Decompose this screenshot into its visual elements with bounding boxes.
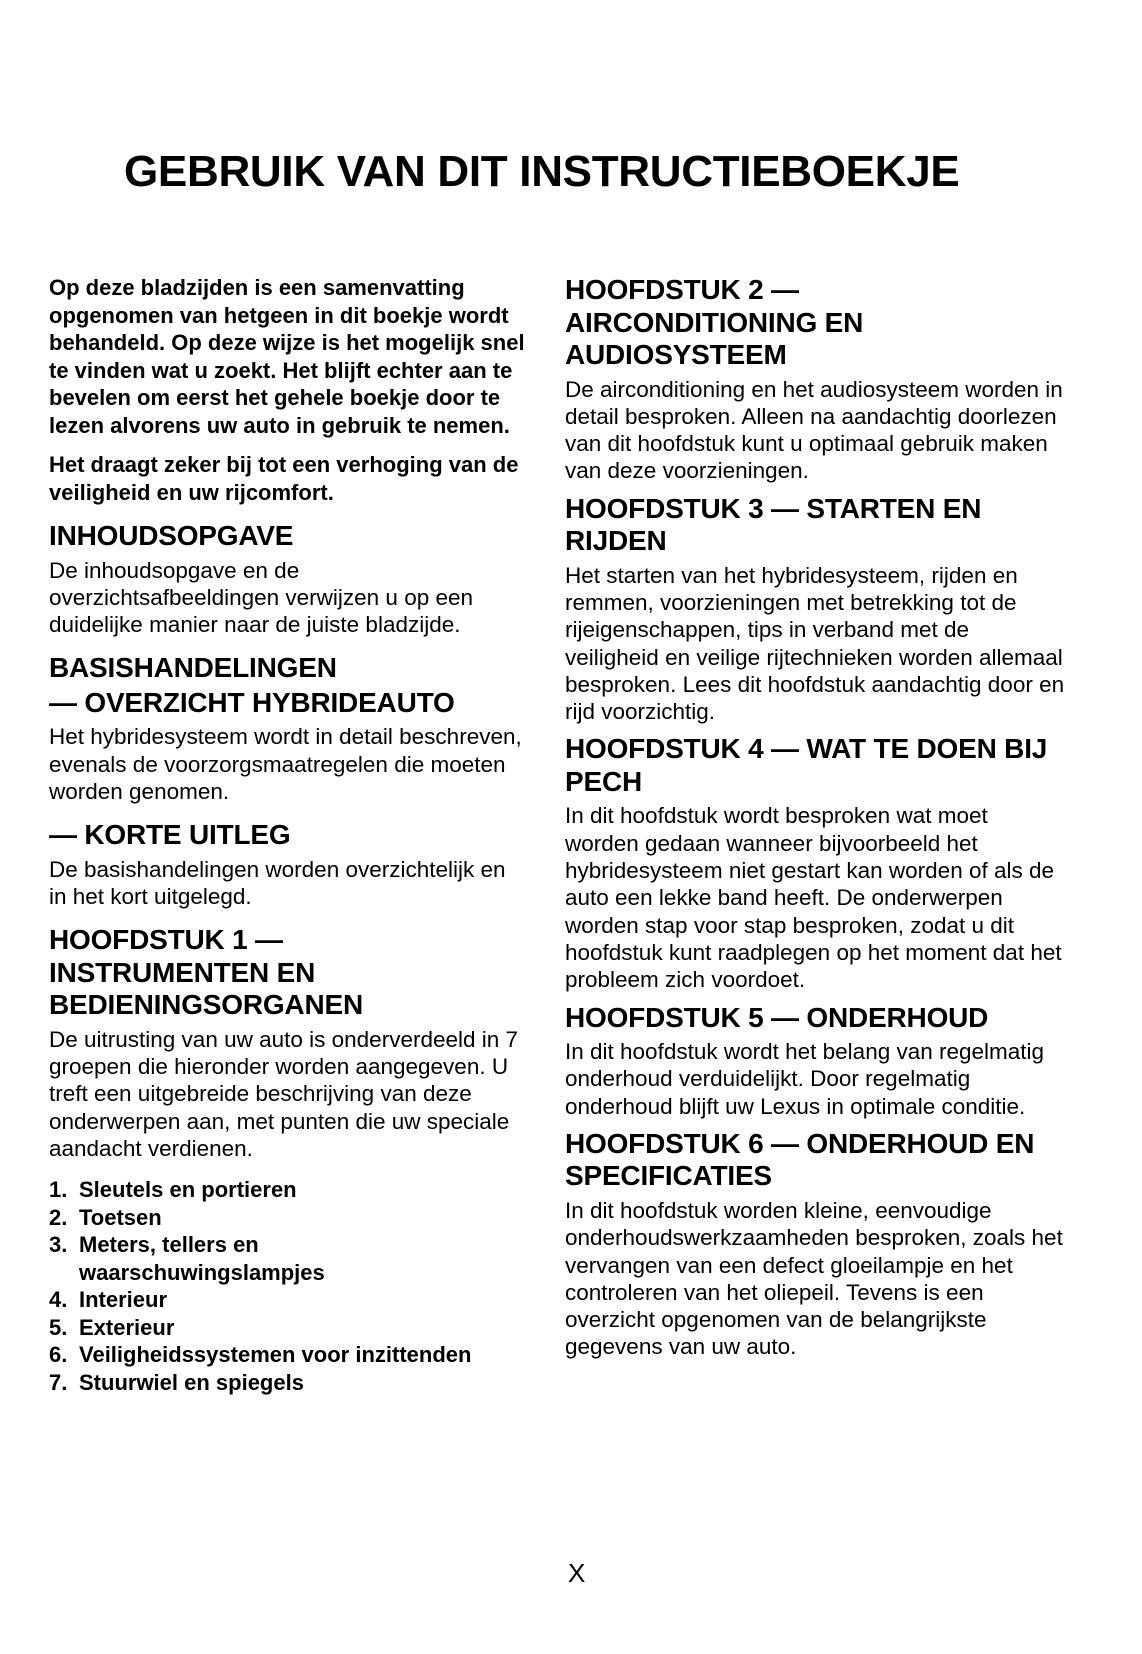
list-item-label: Sleutels en portieren — [79, 1177, 297, 1203]
list-item-label: Stuurwiel en spiegels — [79, 1369, 304, 1395]
body-inhoudsopgave: De inhoudsopgave en de overzichtsafbeeldingen verwijzen u op een duidelijke manier naar de juiste bladzijde. — [49, 557, 474, 638]
list-item — [49, 1369, 529, 1397]
heading-basishandelingen-line1: BASISHANDELINGEN — [49, 652, 337, 684]
heading-basishandelingen — [49, 652, 529, 719]
page-number: X — [568, 1558, 586, 1588]
intro-paragraph-1: Op deze bladzijden is een samenvatting opgenomen van hetgeen in dit boekje wordt behandeld. Op deze wijze is het mogelijk snel te vinden wat u zoekt. Het blijft echter aan te bevelen om eerst het gehele boekje door te lezen alvorens uw auto in gebruik te nemen. — [49, 275, 525, 438]
body-hoofdstuk-3: Het starten van het hybridesysteem, rijden en remmen, voorzieningen met betrekking tot de rijeigenschappen, tips in verband met de veiligheid en veilige rijtechnieken worden allemaal besproken. Lees dit hoofdstuk aandachtig door en rijd voorzichtig. — [565, 562, 1065, 725]
heading-hoofdstuk-5: HOOFDSTUK 5 — ONDERHOUD — [565, 1001, 989, 1033]
list-item — [49, 1231, 529, 1286]
list-item-number: 3. — [49, 1232, 68, 1258]
list-item-label: Veiligheidssystemen voor inzittenden — [79, 1342, 472, 1368]
body-hoofdstuk-2: De airconditioning en het audiosysteem worden in detail besproken. Alleen na aandachtig doorlezen van dit hoofdstuk kunt u optimaal gebruik maken van deze voorzieningen. — [565, 376, 1063, 484]
list-item-number: 4. — [49, 1287, 68, 1313]
list-item — [49, 1314, 529, 1342]
body-basishandelingen: Het hybridesysteem wordt in detail beschreven, evenals de voorzorgsmaatregelen die moeten worden genomen. — [49, 724, 522, 804]
heading-inhoudsopgave: INHOUDSOPGAVE — [49, 520, 294, 551]
heading-hoofdstuk-1: HOOFDSTUK 1 — INSTRUMENTEN EN BEDIENINGSORGANEN — [49, 924, 363, 1021]
body-hoofdstuk-5: In dit hoofdstuk wordt het belang van regelmatig onderhoud verduidelijkt. Door regelmatig onderhoud blijft uw Lexus in optimale conditie. — [565, 1039, 1045, 1119]
page-title: GEBRUIK VAN DIT INSTRUCTIEBOEKJE — [124, 147, 960, 196]
list-item-number: 1. — [49, 1177, 68, 1203]
list-item — [49, 1176, 529, 1204]
body-hoofdstuk-6: In dit hoofdstuk worden kleine, eenvoudige onderhoudswerkzaamheden besproken, zoals het vervangen van een defect gloeilampje en het controleren van het oliepeil. Tevens is een overzicht opgenomen van de belangrijkste gegevens van uw auto. — [565, 1197, 1063, 1360]
list-item-number: 7. — [49, 1369, 68, 1395]
heading-basishandelingen-line2: — OVERZICHT HYBRIDEAUTO — [49, 686, 455, 718]
list-item-label: Meters, tellers en waarschuwingslampjes — [79, 1232, 325, 1285]
heading-hoofdstuk-4: HOOFDSTUK 4 — WAT TE DOEN BIJ PECH — [565, 733, 1048, 797]
list-item-number: 6. — [49, 1342, 68, 1368]
left-column — [49, 274, 529, 1396]
intro-paragraph-2: Het draagt zeker bij tot een verhoging van de veiligheid en uw rijcomfort. — [49, 452, 519, 505]
heading-korte-uitleg: — KORTE UITLEG — [49, 819, 291, 851]
heading-hoofdstuk-6: HOOFDSTUK 6 — ONDERHOUD EN SPECIFICATIES — [565, 1127, 1035, 1192]
list-item-label: Interieur — [79, 1287, 168, 1313]
list-item-number: 5. — [49, 1314, 68, 1340]
heading-hoofdstuk-3: HOOFDSTUK 3 — STARTEN EN RIJDEN — [565, 492, 982, 557]
list-item-number: 2. — [49, 1204, 68, 1230]
list-item — [49, 1341, 529, 1369]
group-list — [49, 1176, 529, 1396]
list-item-label: Exterieur — [79, 1314, 175, 1340]
heading-hoofdstuk-2: HOOFDSTUK 2 — AIRCONDITIONING EN AUDIOSYSTEEM — [565, 274, 864, 370]
body-hoofdstuk-4: In dit hoofdstuk wordt besproken wat moet worden gedaan wanneer bijvoorbeeld het hybridesysteem niet gestart kan worden of als de auto een lekke band heeft. De onderwerpen worden stap voor stap besproken, zodat u dit hoofdstuk kunt raadplegen op het moment dat het probleem zich voordoet. — [565, 803, 1062, 993]
body-hoofdstuk-1: De uitrusting van uw auto is onderverdeeld in 7 groepen die hieronder worden aangegeven. U treft een uitgebreide beschrijving van deze onderwerpen aan, met punten die uw speciale aandacht verdienen. — [49, 1026, 519, 1162]
body-korte-uitleg: De basishandelingen worden overzichtelijk en in het kort uitgelegd. — [49, 856, 506, 910]
right-column — [565, 274, 1065, 1369]
list-item-label: Toetsen — [79, 1204, 162, 1230]
list-item — [49, 1204, 529, 1232]
list-item — [49, 1286, 529, 1314]
